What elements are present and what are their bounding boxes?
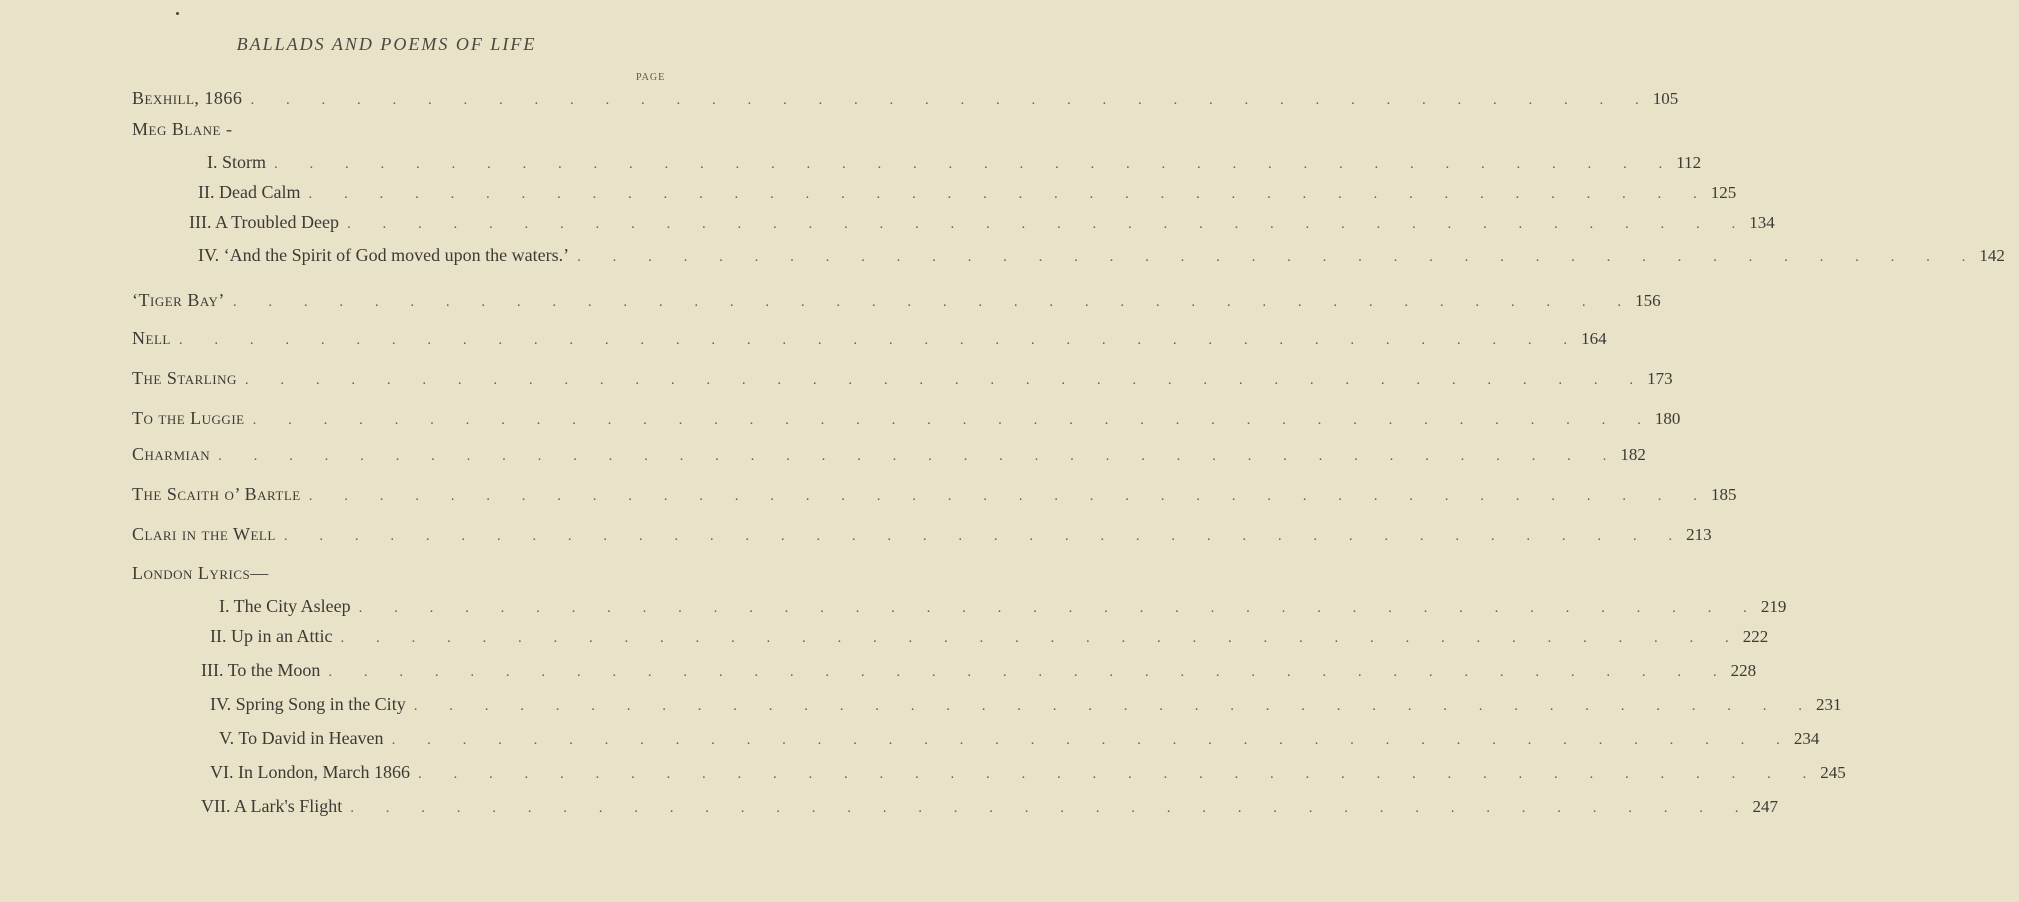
- toc-entry: [132, 368, 1673, 398]
- toc-entry-title: IV. ‘And the Spirit of God moved upon the waters.’: [198, 245, 570, 265]
- dot-leader: . . . . . . . . . . . . . . . . . . . . . . . . . . . . . . . . . . . . . . . .: [244, 372, 1648, 388]
- toc-entry-page: 185: [1710, 485, 1737, 504]
- toc-entry-title: IV. Spring Song in the City: [210, 694, 406, 714]
- toc-entry-title: Meg Blane -: [132, 119, 233, 139]
- toc-entry: [219, 596, 1787, 626]
- dot-leader: . . . . . . . . . . . . . . . . . . . . . . . . . . . . . . . . . . . . . . . .: [178, 332, 1582, 348]
- toc-entry: [132, 290, 1661, 320]
- toc-entry: [210, 762, 1846, 792]
- toc-entry-page: 245: [1820, 763, 1846, 782]
- toc-entry-title: VII. A Lark's Flight: [201, 796, 343, 816]
- dot-leader: . . . . . . . . . . . . . . . . . . . . . . . . . . . . . . . . . . . . . . . .: [340, 630, 1743, 646]
- toc-entry-page: 156: [1635, 291, 1661, 310]
- toc-entry: [207, 152, 1702, 182]
- toc-entry-title: London Lyrics—: [132, 563, 269, 583]
- toc-entry: [132, 408, 1681, 438]
- toc-entry-page: 222: [1742, 627, 1769, 646]
- toc-entry-page: 164: [1581, 329, 1607, 348]
- dot-leader: . . . . . . . . . . . . . . . . . . . . . . . . . . . . . . . . . . . . . . . .: [308, 186, 1711, 202]
- toc-entry: [132, 484, 1737, 514]
- toc-entry-title: ‘Tiger Bay’: [132, 290, 225, 310]
- dot-leader: . . . . . . . . . . . . . . . . . . . . . . . . . . . . . . . . . . . . . . . .: [308, 488, 1711, 504]
- toc-entry: [132, 444, 1646, 474]
- toc-entry: [198, 245, 2005, 275]
- toc-entry: [201, 796, 1778, 826]
- toc-entry-page: 142: [1979, 246, 2005, 265]
- toc-entry-title: Bexhill, 1866: [132, 88, 243, 108]
- toc-entry: [210, 626, 1769, 656]
- dot-leader: . . . . . . . . . . . . . . . . . . . . . . . . . . . . . . . . . . . . . . . .: [350, 800, 1753, 816]
- toc-entry: [210, 694, 1842, 724]
- dot-leader: . . . . . . . . . . . . . . . . . . . . . . . . . . . . . . . . . . . . . . . .: [413, 698, 1816, 714]
- dot-leader: . . . . . . . . . . . . . . . . . . . . . . . . . . . . . . . . . . . . . . . .: [417, 766, 1821, 782]
- toc-entry-page: 125: [1710, 183, 1737, 202]
- page-title: BALLADS AND POEMS OF LIFE: [236, 34, 537, 54]
- toc-entry: [132, 524, 1712, 554]
- toc-entry-page: 105: [1652, 89, 1679, 108]
- page-column-label: PAGE: [636, 72, 666, 83]
- dot-leader: . . . . . . . . . . . . . . . . . . . . . . . . . . . . . . . . . . . . . . . .: [347, 216, 1750, 232]
- dot-leader: . . . . . . . . . . . . . . . . . . . . . . . . . . . . . . . . . . . . . . . .: [232, 294, 1636, 310]
- toc-entry: [132, 563, 680, 593]
- toc-entry: [132, 88, 1679, 118]
- dot-leader: . . . . . . . . . . . . . . . . . . . . . . . . . . . . . . . . . . . . . . . .: [250, 92, 1653, 108]
- toc-entry-title: II. Dead Calm: [198, 182, 301, 202]
- toc-entry: [198, 182, 1737, 212]
- dot-leader: . . . . . . . . . . . . . . . . . . . . . . . . . . . . . . . . . . . . . . . .: [328, 664, 1731, 680]
- dot-leader: . . . . . . . . . . . . . . . . . . . . . . . . . . . . . . . . . . . . . . . .: [283, 528, 1687, 544]
- toc-entry: [189, 212, 1775, 242]
- toc-entry-title: III. To the Moon: [201, 660, 321, 680]
- toc-entry-title: III. A Troubled Deep: [189, 212, 339, 232]
- toc-entry-page: 112: [1676, 153, 1702, 172]
- dot-leader: . . . . . . . . . . . . . . . . . . . . . . . . . . . . . . . . . . . . . . . .: [577, 249, 1980, 265]
- toc-entry: [132, 328, 1607, 358]
- toc-entry-page: 134: [1749, 213, 1775, 232]
- toc-entry-title: The Scaith o’ Bartle: [132, 484, 301, 504]
- toc-entry-page: 234: [1793, 729, 1820, 748]
- dot-leader: . . . . . . . . . . . . . . . . . . . . . . . . . . . . . . . . . . . . . . . .: [391, 732, 1794, 748]
- toc-entry: [219, 728, 1820, 758]
- toc-entry-title: I. Storm: [207, 152, 267, 172]
- toc-entry-page: 228: [1730, 661, 1757, 680]
- dot-leader: . . . . . . . . . . . . . . . . . . . . . . . . . . . . . . . . . . . . . . . .: [252, 412, 1655, 428]
- toc-entry-page: 219: [1760, 597, 1787, 616]
- toc-entry: [132, 119, 680, 149]
- toc-entry-page: 180: [1654, 409, 1681, 428]
- toc-entry-title: I. The City Asleep: [219, 596, 351, 616]
- ink-speck: [176, 12, 179, 15]
- toc-entry-title: Charmian: [132, 444, 211, 464]
- toc-entry-title: To the Luggie: [132, 408, 245, 428]
- toc-entry-title: VI. In London, March 1866: [210, 762, 410, 782]
- toc-entry-title: Nell: [132, 328, 171, 348]
- toc-entry-page: 173: [1647, 369, 1673, 388]
- toc-entry-page: 213: [1686, 525, 1712, 544]
- toc-entry: [201, 660, 1757, 690]
- dot-leader: . . . . . . . . . . . . . . . . . . . . . . . . . . . . . . . . . . . . . . . .: [358, 600, 1761, 616]
- toc-entry-title: The Starling: [132, 368, 237, 388]
- dot-leader: . . . . . . . . . . . . . . . . . . . . . . . . . . . . . . . . . . . . . . . .: [218, 448, 1621, 464]
- toc-entry-page: 247: [1752, 797, 1778, 816]
- toc-entry-page: 231: [1815, 695, 1842, 714]
- toc-entry-page: 182: [1620, 445, 1646, 464]
- toc-entry-title: II. Up in an Attic: [210, 626, 333, 646]
- toc-entry-title: Clari in the Well: [132, 524, 276, 544]
- dot-leader: . . . . . . . . . . . . . . . . . . . . . . . . . . . . . . . . . . . . . . . .: [274, 156, 1677, 172]
- toc-entry-title: V. To David in Heaven: [219, 728, 384, 748]
